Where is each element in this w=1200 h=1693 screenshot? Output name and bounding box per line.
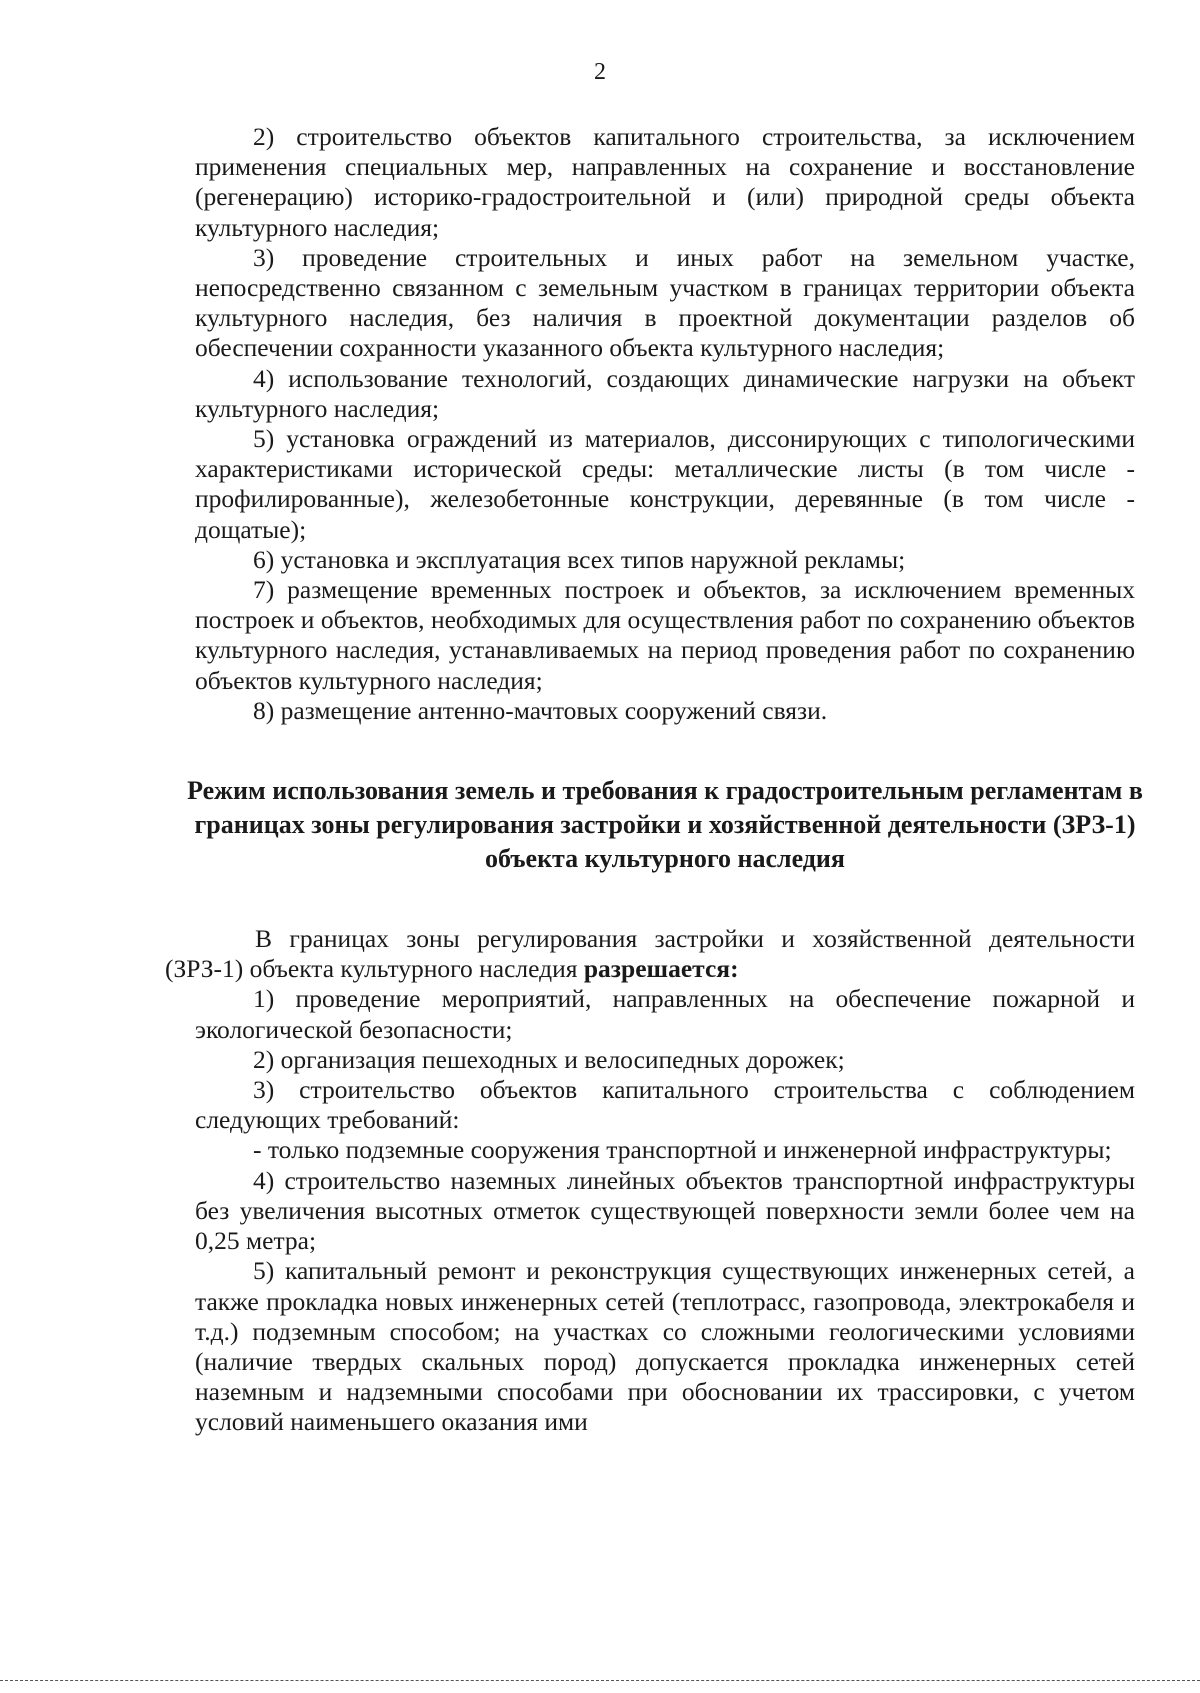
- scan-edge-line: [0, 1680, 1200, 1681]
- list-item: 3) строительство объектов капитального строительства с соблюдением следующих требований:: [195, 1075, 1135, 1135]
- list-item: 5) капитальный ремонт и реконструкция существующих инженерных сетей, а также прокладка новых инженерных сетей (теплотрасс, газопровода, электрокабеля и т.д.) подземным способом; на участках со сложными геологическими условиями (наличие твердых скальных пород) допускается прокладка инженерных сетей наземным и надземными способами при обосновании их трассировки, с учетом условий наименьшего оказания ими: [195, 1256, 1135, 1437]
- list-item: 3) проведение строительных и иных работ на земельном участке, непосредственно связанном с земельным участком в границах территории объекта культурного наследия, без наличия в проектной документации разделов об обеспечении сохранности указанного объекта культурного наследия;: [195, 242, 1135, 363]
- intro-paragraph: [165, 924, 1135, 984]
- intro-emphasis: разрешается:: [583, 954, 739, 984]
- intro-text: В границах зоны регулирования застройки и хозяйственной деятельности (ЗРЗ-1) объекта культурного наследия: [165, 924, 1135, 984]
- list-item: 4) строительство наземных линейных объектов транспортной инфраструктуры без увеличения высотных отметок существующей поверхности земли более чем на 0,25 метра;: [195, 1165, 1135, 1256]
- list-item: 5) установка ограждений из материалов, диссонирующих с типологическими характеристиками исторической среды: металлические листы (в том числе - профилированные), железобетонные конструкции, деревянные (в том числе - дощатые);: [195, 424, 1135, 544]
- section-heading: Режим использования земель и требования к градостроительным регламентам в границах зоны регулирования застройки и хозяйственной деятельности (ЗРЗ-1) объекта культурного наследия: [187, 776, 1143, 874]
- list-item: 7) размещение временных построек и объектов, за исключением временных построек и объектов, необходимых для осуществления работ по сохранению объектов культурного наследия, устанавливаемых на период проведения работ по сохранению объектов культурного наследия;: [195, 575, 1135, 695]
- page-number: 2: [594, 59, 606, 85]
- list-item: 4) использование технологий, создающих динамические нагрузки на объект культурного наследия;: [195, 363, 1135, 423]
- list-item: 2) строительство объектов капитального строительства, за исключением применения специальных мер, направленных на сохранение и восстановление (регенерацию) историко-градостроительной и (или) природной среды объекта культурного наследия;: [195, 122, 1135, 242]
- prohibited-list: [195, 122, 1135, 726]
- list-item: 8) размещение антенно-мачтовых сооружений связи.: [253, 695, 828, 725]
- document-body: [165, 122, 1143, 1438]
- list-item: 6) установка и эксплуатация всех типов наружной рекламы;: [253, 544, 906, 574]
- list-item: - только подземные сооружения транспортной и инженерной инфраструктуры;: [253, 1135, 1112, 1165]
- permitted-list: [195, 984, 1135, 1437]
- list-item: 2) организация пешеходных и велосипедных дорожек;: [253, 1044, 845, 1074]
- list-item: 1) проведение мероприятий, направленных на обеспечение пожарной и экологической безопасности;: [195, 984, 1135, 1044]
